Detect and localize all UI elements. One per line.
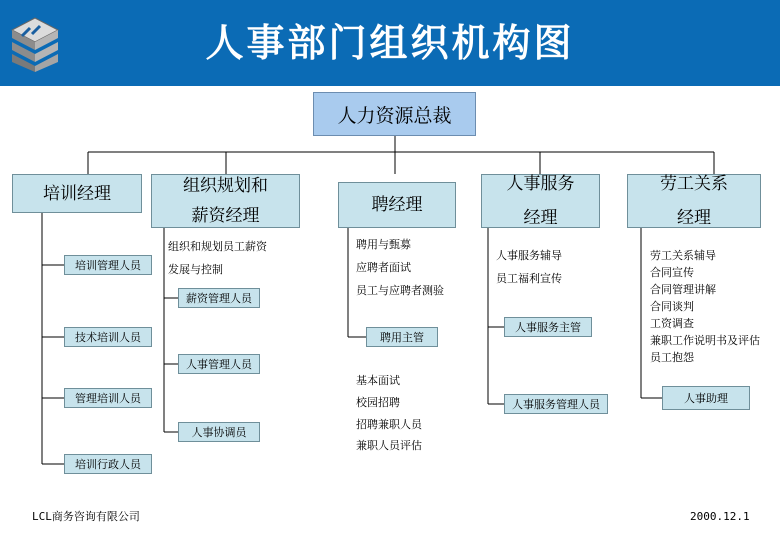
hr-mgmt-staff-label: 人事管理人员 — [186, 358, 252, 371]
hr-services-manager-line1: 人事服务 — [506, 174, 575, 194]
labor-manager-line2: 经理 — [677, 208, 711, 228]
labor-task-1: 劳工关系辅导 — [650, 249, 716, 262]
org-task-1: 组织和规划员工薪资 — [168, 240, 267, 253]
recruiting-manager-box — [338, 182, 456, 228]
org-salary-manager-box — [151, 174, 300, 228]
rec-task-5: 校园招聘 — [356, 396, 400, 409]
mgmt-training-staff-label: 管理培训人员 — [75, 392, 141, 405]
tech-training-staff-box — [64, 327, 152, 347]
hr-coordinator-box — [178, 422, 260, 442]
hr-service-mgmt-staff-label: 人事服务管理人员 — [512, 398, 600, 411]
recruiting-manager-label: 聘经理 — [371, 195, 423, 215]
footer-company: LCL商务咨询有限公司 — [32, 510, 140, 523]
rec-task-3: 员工与应聘者测验 — [356, 284, 444, 297]
ceo-label: 人力资源总裁 — [337, 104, 452, 127]
training-admin-staff-box — [64, 454, 152, 474]
labor-task-7: 员工抱怨 — [650, 351, 694, 364]
labor-manager-box — [627, 174, 761, 228]
hiring-supervisor-label: 聘用主管 — [380, 331, 424, 344]
training-admin-staff-label: 培训行政人员 — [75, 458, 141, 471]
training-manager-box — [12, 174, 142, 213]
hr-service-supervisor-label: 人事服务主管 — [515, 321, 581, 334]
labor-task-2: 合同宣传 — [650, 266, 694, 279]
training-manager-label: 培训经理 — [43, 183, 111, 204]
svc-task-2: 员工福利宣传 — [496, 272, 562, 285]
rec-task-6: 招聘兼职人员 — [356, 418, 422, 431]
hr-coordinator-label: 人事协调员 — [191, 426, 247, 439]
salary-staff-label: 薪资管理人员 — [186, 292, 252, 305]
hr-services-manager-box — [481, 174, 600, 228]
hr-services-manager-line2: 经理 — [523, 208, 558, 228]
mgmt-training-staff-box — [64, 388, 152, 408]
hr-service-mgmt-staff-box — [504, 394, 608, 414]
org-salary-manager-line2: 薪资经理 — [191, 206, 260, 226]
salary-staff-box — [178, 288, 260, 308]
svc-task-1: 人事服务辅导 — [496, 249, 562, 262]
org-salary-manager-line1: 组织规划和 — [183, 176, 268, 196]
rec-task-2: 应聘者面试 — [356, 261, 411, 274]
hr-service-supervisor-box — [504, 317, 592, 337]
hr-assistant-box — [662, 386, 750, 410]
org-task-2: 发展与控制 — [168, 263, 223, 276]
hr-assistant-label: 人事助理 — [684, 392, 728, 405]
labor-manager-line1: 劳工关系 — [660, 174, 728, 194]
training-mgmt-staff-box — [64, 255, 152, 275]
rec-task-7: 兼职人员评估 — [356, 439, 422, 452]
ceo-box — [313, 92, 476, 136]
labor-task-5: 工资调查 — [650, 317, 694, 330]
tech-training-staff-label: 技术培训人员 — [75, 331, 141, 344]
labor-task-4: 合同谈判 — [650, 300, 694, 313]
rec-task-1: 聘用与甄募 — [356, 238, 411, 251]
hr-mgmt-staff-box — [178, 354, 260, 374]
labor-task-3: 合同管理讲解 — [650, 283, 716, 296]
labor-task-6: 兼职工作说明书及评估 — [650, 334, 760, 347]
page-title: 人事部门组织机构图 — [205, 20, 575, 65]
rec-task-4: 基本面试 — [356, 374, 400, 387]
footer-date: 2000.12.1 — [690, 510, 750, 523]
hiring-supervisor-box — [366, 327, 438, 347]
training-mgmt-staff-label: 培训管理人员 — [75, 259, 141, 272]
